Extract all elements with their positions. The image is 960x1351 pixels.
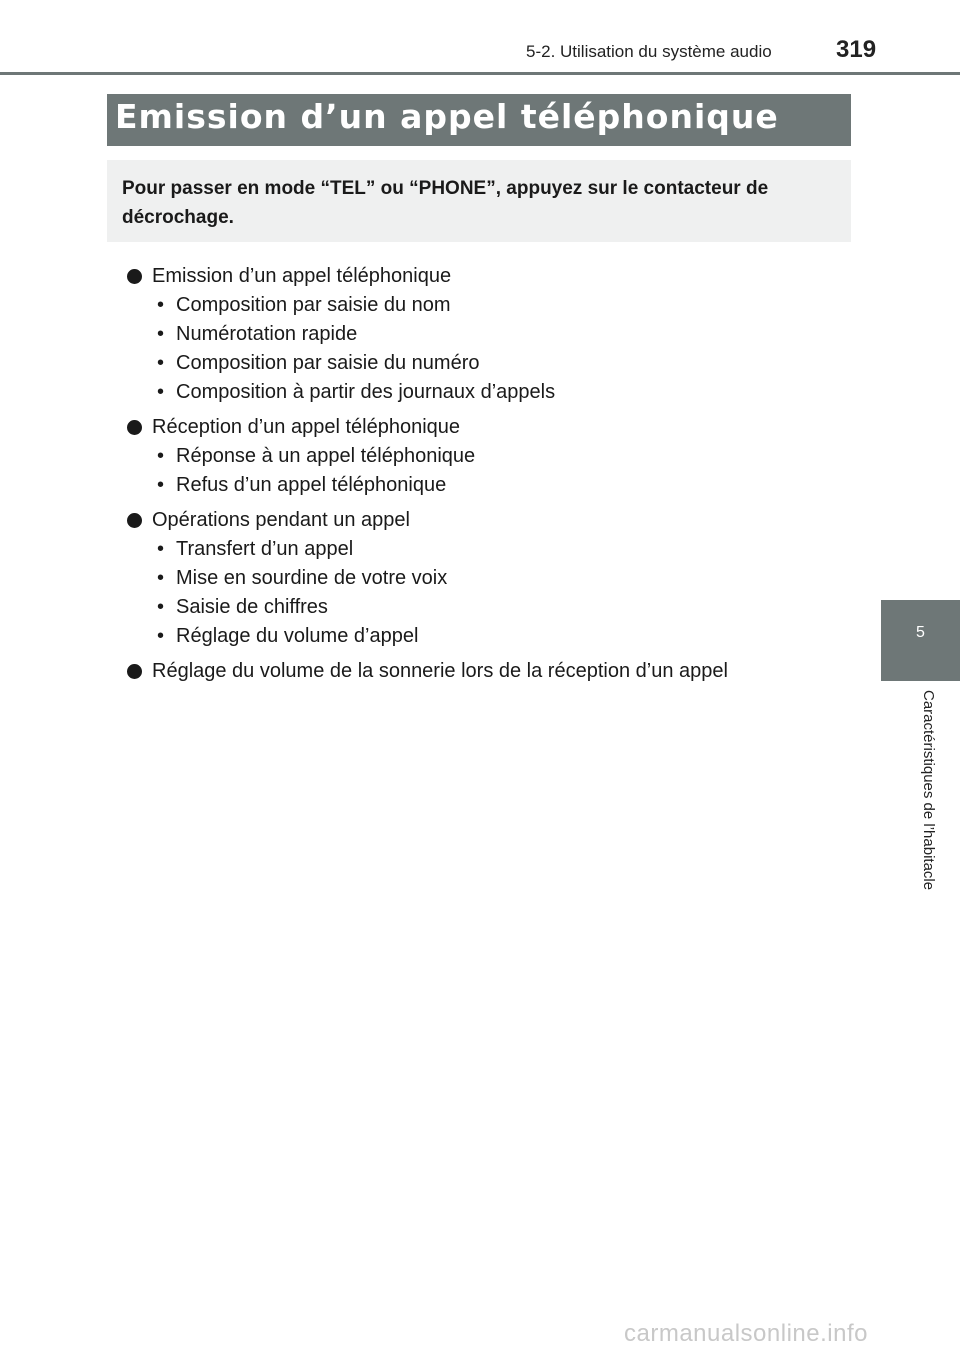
list-item (126, 564, 846, 593)
list-item-label: Composition par saisie du nom (176, 294, 451, 316)
list-item (126, 349, 846, 378)
page-title: Emission d’un appel téléphonique (115, 97, 779, 136)
list-item (126, 535, 846, 564)
feature-group (126, 413, 846, 500)
section-title: 5-2. Utilisation du système audio (526, 42, 772, 61)
watermark: carmanualsonline.info (624, 1320, 868, 1347)
list-item (126, 593, 846, 622)
page-header (0, 0, 960, 76)
bullet-icon: • (157, 445, 165, 467)
feature-group (126, 657, 846, 686)
group-label: Opérations pendant un appel (152, 509, 410, 531)
list-item-label: Numérotation rapide (176, 323, 358, 345)
bullet-icon: • (157, 625, 165, 647)
list-item (126, 291, 846, 320)
group-label: Réception d’un appel téléphonique (152, 416, 461, 438)
list-item (126, 471, 846, 500)
intro-box (107, 160, 851, 242)
list-item-label: Transfert d’un appel (176, 538, 354, 560)
feature-list (126, 262, 846, 692)
title-bar (107, 94, 851, 146)
list-item-label: Saisie de chiffres (176, 596, 328, 618)
header-divider (0, 72, 960, 75)
list-item-label: Mise en sourdine de votre voix (176, 567, 448, 589)
page-number: 319 (836, 36, 877, 63)
list-item-label: Réponse à un appel téléphonique (176, 445, 476, 467)
list-item-label: Composition par saisie du numéro (176, 352, 480, 374)
intro-text: Pour passer en mode “TEL” ou “PHONE”, appuyez sur le contacteur de décrochage. (122, 178, 769, 228)
feature-group (126, 506, 846, 651)
group-heading (126, 506, 846, 535)
group-heading (126, 657, 846, 686)
bullet-dot-icon (127, 269, 142, 284)
chapter-tab (881, 600, 960, 681)
bullet-icon: • (157, 596, 165, 618)
list-item-label: Composition à partir des journaux d’appels (176, 381, 556, 403)
list-item (126, 378, 846, 407)
feature-group (126, 262, 846, 407)
list-item (126, 442, 846, 471)
bullet-icon: • (157, 352, 165, 374)
bullet-icon: • (157, 323, 165, 345)
list-item (126, 320, 846, 349)
chapter-number: 5 (916, 624, 925, 641)
chapter-label: Caractéristiques de l’habitacle (920, 690, 937, 891)
list-item-label: Refus d’un appel téléphonique (176, 474, 447, 496)
group-label: Réglage du volume de la sonnerie lors de la réception d’un appel (152, 660, 728, 682)
bullet-icon: • (157, 294, 165, 316)
bullet-icon: • (157, 567, 165, 589)
bullet-icon: • (157, 474, 165, 496)
bullet-dot-icon (127, 513, 142, 528)
bullet-dot-icon (127, 664, 142, 679)
bullet-icon: • (157, 381, 165, 403)
group-label: Emission d’un appel téléphonique (152, 265, 452, 287)
list-item-label: Réglage du volume d’appel (176, 625, 419, 647)
list-item (126, 622, 846, 651)
group-heading (126, 262, 846, 291)
group-heading (126, 413, 846, 442)
bullet-icon: • (157, 538, 165, 560)
bullet-dot-icon (127, 420, 142, 435)
